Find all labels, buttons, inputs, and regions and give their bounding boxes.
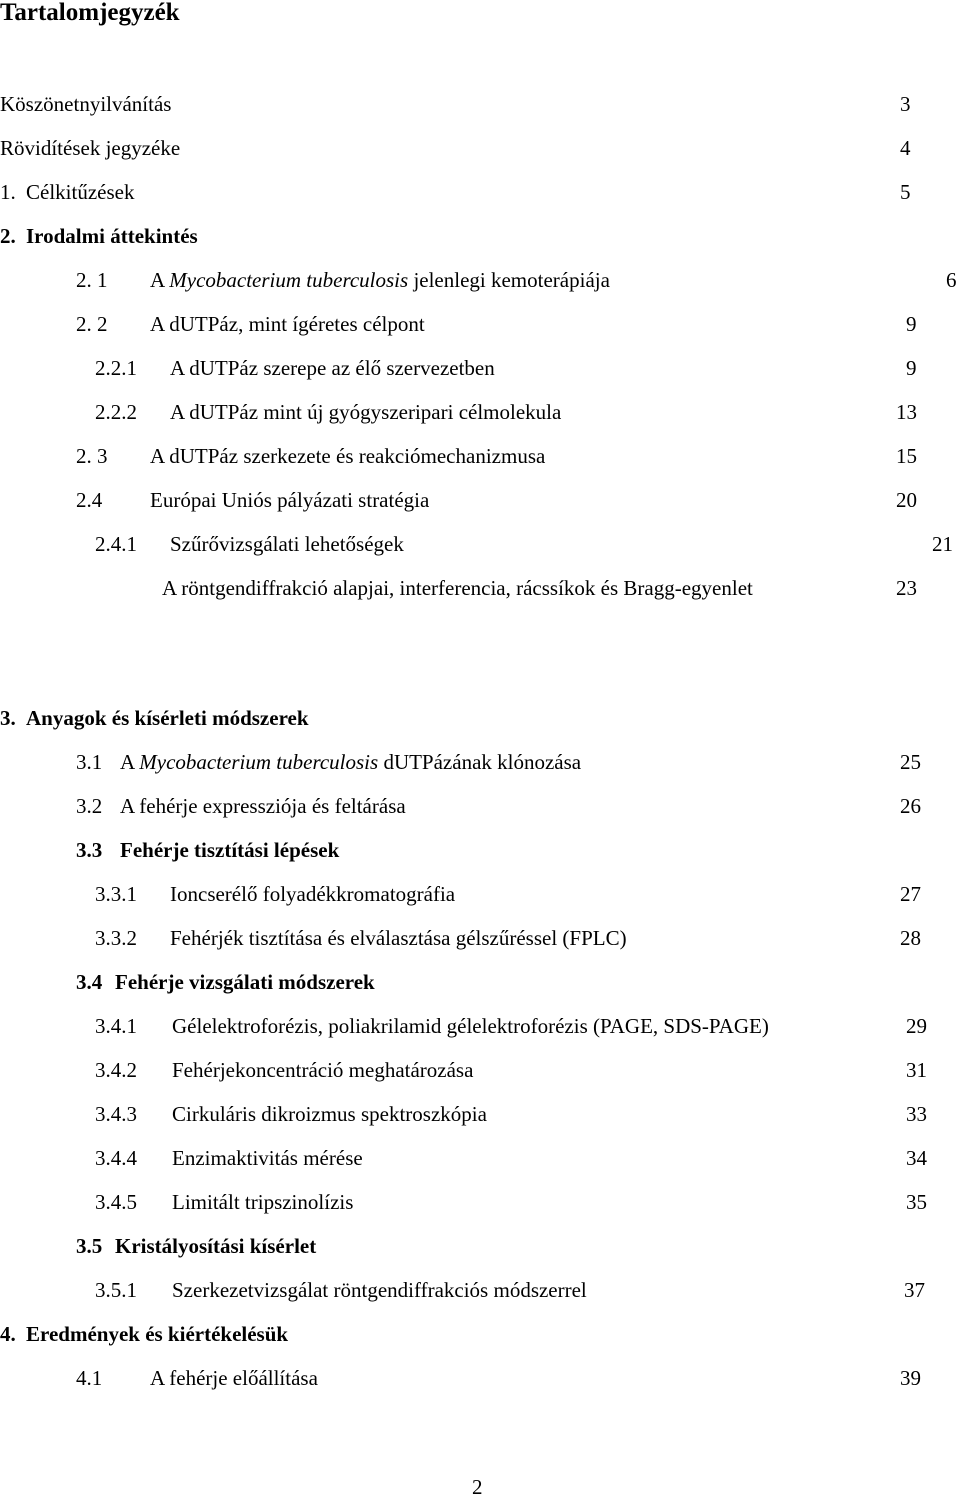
toc-entry-number: 2.2.1 xyxy=(95,356,137,380)
toc-entry-number: 2.4.1 xyxy=(95,532,137,556)
toc-entry-number: 3.4.1 xyxy=(95,1014,137,1038)
toc-entry-page: 28 xyxy=(900,926,921,950)
toc-entry-page: 6 xyxy=(946,268,957,292)
toc-entry-number: 2. 2 xyxy=(76,312,108,336)
toc-entry-page: 23 xyxy=(896,576,917,600)
toc-section-heading[interactable] xyxy=(0,222,960,250)
toc-entry-label: A röntgendiffrakció alapjai, interferencia, rácssíkok és Bragg-egyenlet xyxy=(162,576,753,600)
toc-entry-page: 29 xyxy=(906,1014,927,1038)
toc-entry[interactable] xyxy=(0,530,960,558)
toc-entry[interactable] xyxy=(0,90,960,118)
toc-entry-label: A dUTPáz, mint ígéretes célpont xyxy=(150,312,425,336)
toc-entry-number: 2.2.2 xyxy=(95,400,137,424)
toc-section-heading[interactable] xyxy=(0,1320,960,1348)
toc-entry[interactable] xyxy=(0,1364,960,1392)
toc-entry[interactable] xyxy=(0,1144,960,1172)
toc-entry-number: 3.3 xyxy=(76,838,103,862)
toc-entry-label: Célkitűzések xyxy=(26,180,135,204)
toc-subsection-heading[interactable] xyxy=(0,968,960,996)
toc-entry-page: 27 xyxy=(900,882,921,906)
toc-entry[interactable] xyxy=(0,792,960,820)
toc-entry[interactable] xyxy=(0,1012,960,1040)
toc-entry-number: 3.5 xyxy=(76,1234,103,1258)
toc-entry-label: Rövidítések jegyzéke xyxy=(0,136,181,160)
toc-entry[interactable] xyxy=(0,398,960,426)
toc-entry-number: 2. 3 xyxy=(76,444,108,468)
toc-entry-number: 3.2 xyxy=(76,794,103,818)
toc-entry-number: 3.4.5 xyxy=(95,1190,137,1214)
toc-entry-number: 4.1 xyxy=(76,1366,103,1390)
toc-entry-number: 3.4.4 xyxy=(95,1146,137,1170)
toc-entry-label: Eredmények és kiértékelésük xyxy=(26,1322,289,1346)
toc-entry-label: Ioncserélő folyadékkromatográfia xyxy=(170,882,456,906)
toc-entry-page: 9 xyxy=(906,312,917,336)
toc-entry[interactable] xyxy=(0,310,960,338)
toc-entry-page: 37 xyxy=(904,1278,925,1302)
toc-entry-label: Irodalmi áttekintés xyxy=(26,224,198,248)
toc-entry-page: 31 xyxy=(906,1058,927,1082)
toc-entry-page: 5 xyxy=(900,180,911,204)
toc-entry-number: 2.4 xyxy=(76,488,103,512)
toc-entry-label: Fehérjék tisztítása és elválasztása gélszűréssel (FPLC) xyxy=(170,926,627,950)
toc-entry-page: 13 xyxy=(896,400,917,424)
toc-entry-label: Európai Uniós pályázati stratégia xyxy=(150,488,430,512)
toc-entry[interactable] xyxy=(0,924,960,952)
toc-entry-page: 33 xyxy=(906,1102,927,1126)
toc-entry[interactable] xyxy=(0,1188,960,1216)
toc-entry[interactable] xyxy=(0,178,960,206)
toc-entry[interactable] xyxy=(0,134,960,162)
toc-entry-number: 2. 1 xyxy=(76,268,108,292)
toc-entry-page: 39 xyxy=(900,1366,921,1390)
toc-entry-number: 3.4.3 xyxy=(95,1102,137,1126)
toc-entry-page: 20 xyxy=(896,488,917,512)
toc-entry-label: Fehérje tisztítási lépések xyxy=(120,838,340,862)
toc-entry[interactable] xyxy=(0,442,960,470)
toc-entry-page: 15 xyxy=(896,444,917,468)
toc-entry[interactable] xyxy=(0,880,960,908)
toc-entry-label: Köszönetnyilvánítás xyxy=(0,92,172,116)
toc-entry-label: A dUTPáz mint új gyógyszeripari célmolekula xyxy=(170,400,562,424)
toc-entry-label: A Mycobacterium tuberculosis dUTPázának klónozása xyxy=(120,750,582,774)
toc-entry-page: 26 xyxy=(900,794,921,818)
toc-entry-number: 3.3.1 xyxy=(95,882,137,906)
toc-entry-label: Gélelektroforézis, poliakrilamid gélelektroforézis (PAGE, SDS-PAGE) xyxy=(172,1014,769,1038)
toc-entry-label: Szűrővizsgálati lehetőségek xyxy=(170,532,404,556)
toc-entry-page: 9 xyxy=(906,356,917,380)
toc-entry-label: A fehérje expressziója és feltárása xyxy=(120,794,406,818)
toc-entry-label: A dUTPáz szerepe az élő szervezetben xyxy=(170,356,495,380)
toc-entry-label: Kristályosítási kísérlet xyxy=(115,1234,317,1258)
toc-entry[interactable] xyxy=(0,486,960,514)
toc-entry-page: 34 xyxy=(906,1146,927,1170)
toc-subsection-heading[interactable] xyxy=(0,1232,960,1260)
toc-section-heading[interactable] xyxy=(0,704,960,732)
page-title: Tartalomjegyzék xyxy=(0,0,180,26)
toc-entry-label-italic: Mycobacterium tuberculosis xyxy=(139,750,379,774)
toc-entry-number: 3.4 xyxy=(76,970,103,994)
toc-entry-number: 3.3.2 xyxy=(95,926,137,950)
toc-entry-number: 3.1 xyxy=(76,750,103,774)
toc-entry[interactable] xyxy=(0,574,960,602)
toc-entry[interactable] xyxy=(0,266,960,294)
page-number: 2 xyxy=(472,1475,483,1499)
toc-entry-page: 25 xyxy=(900,750,921,774)
toc-entry-number: 3. xyxy=(0,706,16,730)
toc-entry[interactable] xyxy=(0,354,960,382)
toc-entry[interactable] xyxy=(0,1276,960,1304)
toc-entry-page: 35 xyxy=(906,1190,927,1214)
toc-entry-label-italic: Mycobacterium tuberculosis xyxy=(169,268,409,292)
toc-entry-number: 3.4.2 xyxy=(95,1058,137,1082)
toc-entry-page: 3 xyxy=(900,92,911,116)
toc-entry-number: 2. xyxy=(0,224,16,248)
toc-entry-label: A fehérje előállítása xyxy=(150,1366,318,1390)
toc-entry-number: 3.5.1 xyxy=(95,1278,137,1302)
toc-entry-label: Enzimaktivitás mérése xyxy=(172,1146,363,1170)
toc-entry-label: Szerkezetvizsgálat röntgendiffrakciós módszerrel xyxy=(172,1278,587,1302)
toc-entry[interactable] xyxy=(0,1100,960,1128)
toc-entry-label: A Mycobacterium tuberculosis jelenlegi kemoterápiája xyxy=(150,268,610,292)
toc-entry-label: Cirkuláris dikroizmus spektroszkópia xyxy=(172,1102,487,1126)
toc-entry-label: Limitált tripszinolízis xyxy=(172,1190,354,1214)
toc-entry-page: 21 xyxy=(932,532,953,556)
toc-entry-page: 4 xyxy=(900,136,911,160)
toc-entry-label: Fehérjekoncentráció meghatározása xyxy=(172,1058,474,1082)
toc-entry-label: Anyagok és kísérleti módszerek xyxy=(26,706,309,730)
toc-entry-number: 4. xyxy=(0,1322,16,1346)
toc-subsection-heading[interactable] xyxy=(0,836,960,864)
toc-entry-label: A dUTPáz szerkezete és reakciómechanizmusa xyxy=(150,444,546,468)
toc-entry-label: Fehérje vizsgálati módszerek xyxy=(115,970,375,994)
toc-entry[interactable] xyxy=(0,1056,960,1084)
toc-entry[interactable] xyxy=(0,748,960,776)
toc-entry-number: 1. xyxy=(0,180,16,204)
